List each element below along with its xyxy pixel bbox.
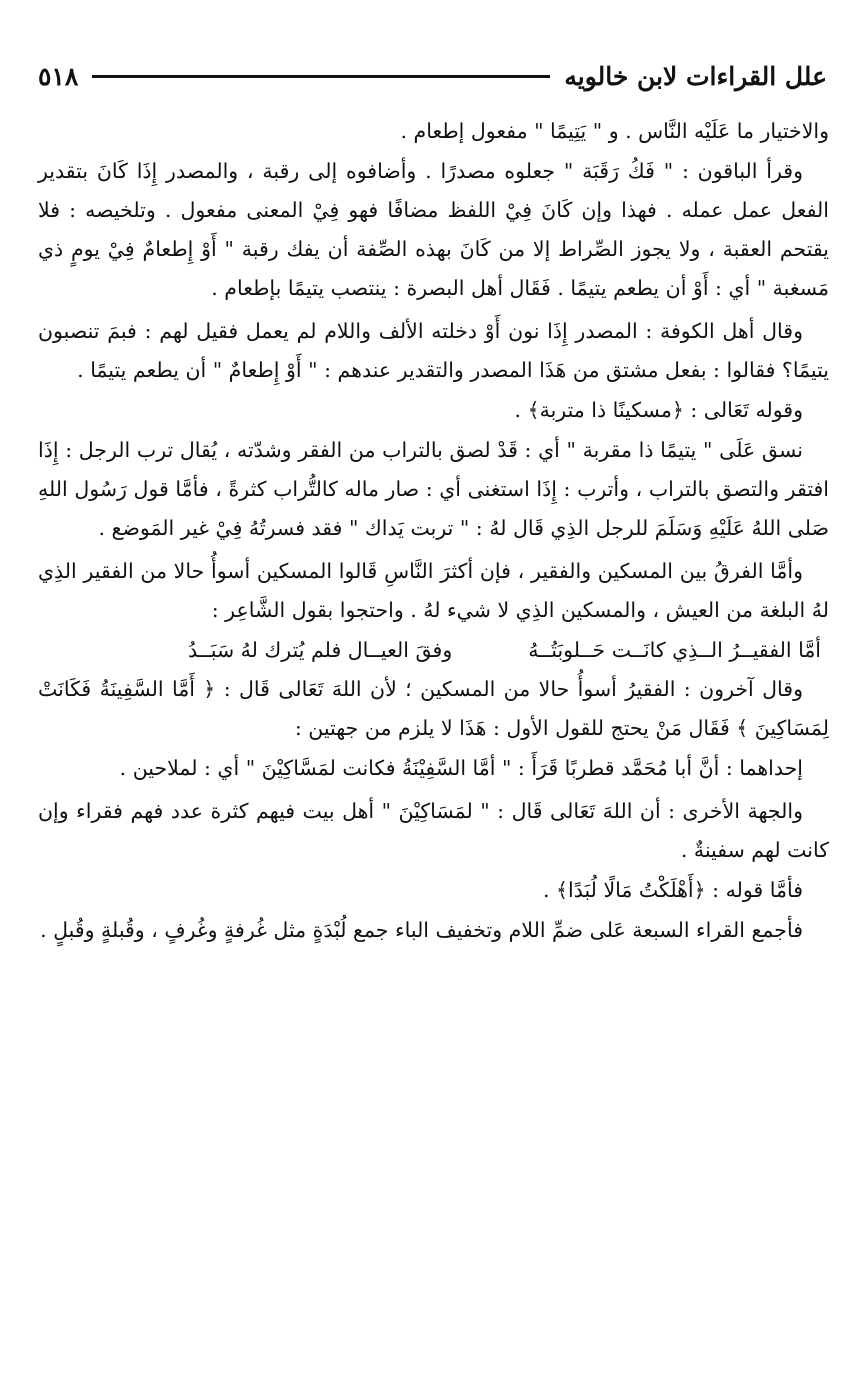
paragraph: وأمَّا الفرقُ بين المسكين والفقير ، فإن أكثرَ النَّاسِ قَالوا المسكين أسوأُ حالا من الفقير الذِي لهُ البلغة من العيش ، والمسكين الذِي لا شيء لهُ . واحتجوا بقول الشَّاعِر : [38,559,829,622]
paragraph: نسق عَلَى " يتيمًا ذا مقربة " أي : قَدْ لصق بالتراب من الفقر وشدّته ، يُقال ترب الرجل : إِذَا افتقر والتصق بالتراب ، وأترب : إِذَا استغنى أي : صار ماله كالتُّراب كثرةً ، فأمَّا قول رَسُول اللهِ صَلى اللهُ عَلَيْهِ وَسَلَمَ للرجل الذِي قَال لهُ : " تربت يَداك " فقد فسرتُهُ فِيْ غير المَوضع . [38,438,829,540]
paragraph: وقوله تَعَالى : ﴿مسكينًا ذا متربة﴾ . [514,398,803,422]
paragraph: والجهة الأخرى : أن اللهَ تَعَالى قَال : " لمَسَاكِيْنَ " أهل بيت فيهم كثرة عدد فهم فقراء وإن كانت لهم سفينةٌ . [38,799,829,862]
page-header [38,60,827,92]
verse-first-hemistich: أمَّا الفقيــرُ الــذِي كانَــت حَــلوبَتُــهُ [528,638,821,662]
paragraph: فأجمع القراء السبعة عَلى ضمِّ اللام وتخفيف الباء جمع لُبْدَةٍ مثل غُرفةٍ وغُرفٍ ، وقُبلةٍ وقُبلٍ . [40,918,803,942]
page-number: ٥١٨ [38,61,79,91]
paragraph: والاختيار ما عَلَيْه النَّاس . و " يَتِيمًا " مفعول إطعام . [400,119,829,143]
paragraph: فأمَّا قوله : ﴿أَهْلَكْتُ مَالًا لُبَدًا﴾ . [543,878,803,902]
paragraph: إحداهما : أنَّ أبا مُحَمَّد قطربًا قَرَأَ : " أمَّا السَّفِيْنَةُ فكانت لمَسَّاكِيْنَ " أي : لملاحين . [119,756,803,780]
paragraph: وقال آخرون : الفقيرُ أسوأُ حالا من المسكين ؛ لأن اللهَ تَعَالى قَال : ﴿ أَمَّا السَّفِينَةُ فَكَانَتْ لِمَسَاكِينَ ﴾ فَقَال مَنْ يحتج للقول الأول : هَذَا لا يلزم من جهتين : [38,677,829,740]
poetry-verse [38,631,829,670]
book-title: علل القراءات لابن خالويه [564,61,827,91]
verse-second-hemistich: وفقَ العيــال فلم يُترك لهُ سَبَــدُ [188,638,453,662]
page-body [38,112,829,951]
header-rule [92,75,550,78]
paragraph: وقرأ الباقون : " فَكُ رَقَبَة " جعلوه مصدرًا . وأضافوه إلى رقبة ، والمصدر إِذَا كَانَ بتقدير الفعل عمل عمله . فهذا وإن كَانَ فِيْ اللفظ مضافًا فهو فِيْ المعنى مفعول . وتلخيصه : فلا يقتحم العقبة ، ولا يجوز الصِّراط إلا من كَانَ بهذه الصِّفة أن يفك رقبة " أَوْ إِطعامٌ فِيْ يومٍ ذي مَسغبة " أي : أَوْ أن يطعم يتيمًا . فَقَال أهل البصرة : ينتصب يتيمًا بإطعام . [38,159,829,300]
paragraph: وقال أهل الكوفة : المصدر إِذَا نون أَوْ دخلته الألف واللام لم يعمل فقيل لهم : فبمَ تنصبون يتيمًا؟ فقالوا : بفعل مشتق من هَذَا المصدر والتقدير عندهم : " أَوْ إِطعامٌ " أن يطعم يتيمًا . [38,319,829,382]
